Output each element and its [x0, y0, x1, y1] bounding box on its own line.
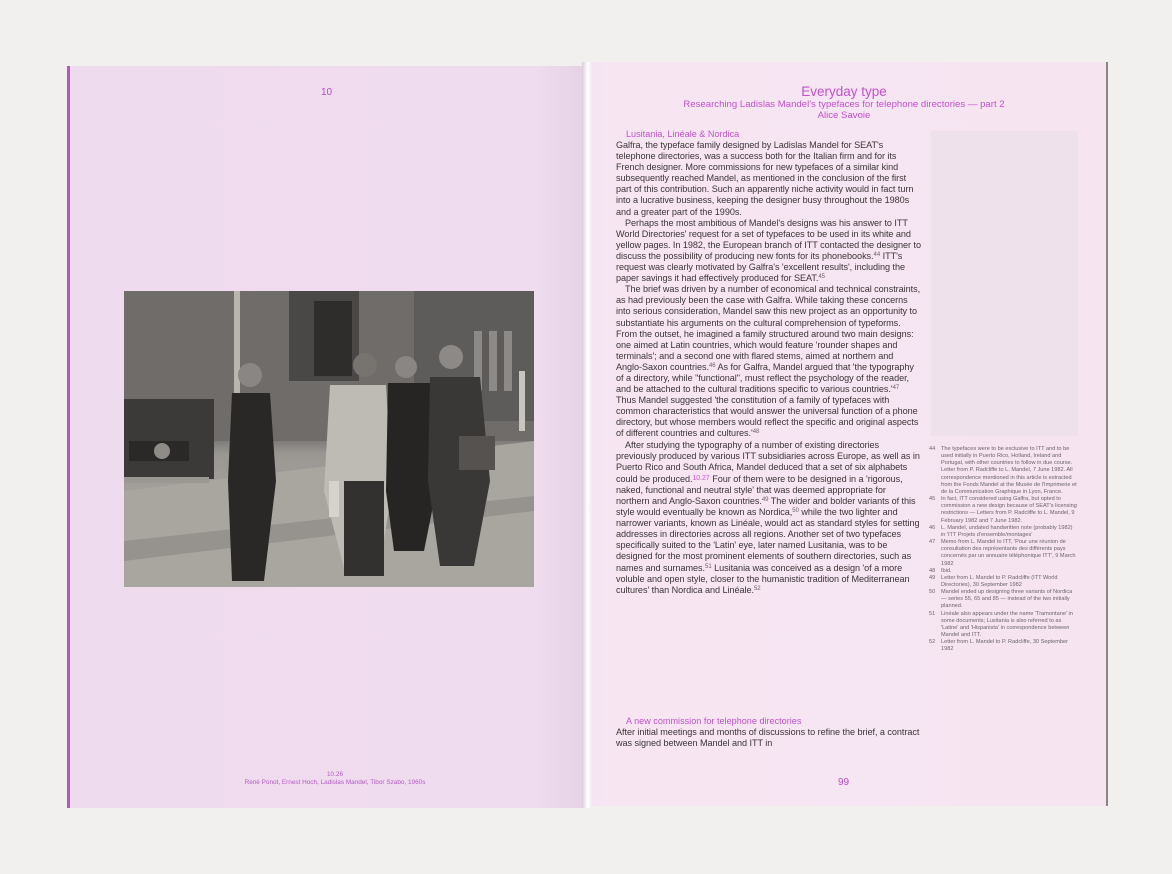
- reverse-page-show-through: [931, 131, 1078, 436]
- article-body: [616, 140, 921, 596]
- footnote-ref[interactable]: 49: [761, 497, 769, 503]
- page-number-right: 99: [838, 777, 850, 788]
- section-heading-lusitania: Lusitania, Linéale & Nordica: [626, 129, 740, 139]
- article-author: Alice Savoie: [817, 110, 871, 121]
- book-spine: [582, 62, 592, 808]
- footnote-ref[interactable]: 46: [708, 362, 716, 369]
- photo-illustration: [124, 291, 534, 587]
- section-heading-new-commission: A new commission for telephone directories: [626, 716, 802, 726]
- footnote: 48 Ibid.: [929, 567, 952, 574]
- body-paragraph: Galfra, the typeface family designed by Ladislas Mandel for SEAT's telephone directories, was a success both for the Italian firm and for its French designer. More commissions for new typefaces of a similar kind subsequently reached Mandel, as mentioned in the conclusion of the first part of this contribution. Such an apparently niche activity would in fact turn into a lucrative business, keeping the designer busy throughout the 1980s and a greater part of the 1990s.: [616, 140, 914, 217]
- figure-reference[interactable]: 10.27: [692, 474, 710, 482]
- figure-caption: [190, 771, 480, 787]
- footnote: 51 Linéale also appears under the name 'Tramontane' in some documents; Lusitania is also referred to as 'Latine' and 'Hispanista' in correspondence between Mandel and ITT.: [929, 610, 1073, 639]
- footnote: 49 Letter from L. Mandel to P. Radcliffe (ITT World Directories), 30 September 1982: [929, 574, 1058, 588]
- body-paragraph: Perhaps the most ambitious of Mandel's designs was his answer to ITT World Directories' request for a set of typefaces to be used in its white and yellow pages. In 1982, the European branch of ITT contacted the designer to discuss the possibility of producing new fonts for its phonebooks.$^{44}$ ITT's request was clearly motivated by Galfra's 'excellent results', including the paper savings it had effectively produced for SEAT.$^{45}$: [616, 217, 921, 284]
- footnote-ref[interactable]: 52: [754, 585, 761, 592]
- footnote: 45 In fact, ITT considered using Galfra, but opted to commission a new design because of SEAT's licensing restrictions — Letters from P. Radcliffe to L. Mandel, 9 February 1982 and 7 June 1982.: [929, 496, 1077, 524]
- footnote: 50 Mandel ended up designing three variants of Nordica — series 55, 65 and 85 — instead of the two initially planned.: [929, 589, 1073, 610]
- footnote-ref[interactable]: 47: [892, 385, 900, 392]
- body-paragraph: After studying the typography of a number of existing directories previously produced by various ITT subsidiaries across Europe, as well as in Puerto Rico and South Africa, Mandel deduced that a set of six alphabets could be produced.$^{10.27}$ Four of them were to be designed in a 'rigorous, naked, functional and neutral style' that was deemed appropriate for northern and Anglo-Saxon countries.$^{49}$ The wider and bolder variants of this style would eventually be known as Nordica,$^{50}$ while the two lighter and narrower variants, known as Linéale, would act as standard styles for setting addresses in directories across all regions. Another set of two typefaces specifically suited to the 'Latin' eye, later named Lusitania, was to be designed for the most prominent elements of southern directories, such as names and surnames.$^{51}$ Lusitania was conceived as a design 'of a more voluble and open style, closer to the humanistic tradition of Mediterranean cultures' than Nordica and Linéale.$^{52}$: [616, 439, 920, 595]
- footnote-ref[interactable]: 48: [752, 429, 760, 436]
- article-title: Everyday type: [801, 84, 887, 99]
- article-body-continued: [616, 727, 921, 749]
- footnote-ref[interactable]: 51: [705, 563, 712, 570]
- figure-photo: [124, 291, 534, 587]
- figure-caption-text: René Ponot, Ernest Hoch, Ladislas Mandel, Tibor Szabo, 1960s: [244, 779, 426, 786]
- footnote: 52 Letter from L. Mandel to P. Radcliffe, 30 September 1982: [929, 639, 1068, 653]
- body-paragraph: The brief was driven by a number of economical and technical constraints, as had previously been the case with Galfra. While taking these concerns into serious consideration, Mandel saw this new project as an opportunity to substantiate his arguments on the cultural comprehension of typeforms. From the outset, he imagined a family structured around two main designs: one aimed at Latin countries, which would feature 'rounder shapes and terminals'; and a second one with flared stems, aimed at northern and Anglo-Saxon countries.$^{46}$ As for Galfra, Mandel argued that 'the typography of a directory, while "functional", must reflect the psychology of the reader, and be attached to the cultural traditions specific to various countries.'$^{47}$ Thus Mandel suggested 'the constitution of a family of typefaces with common characteristics that would answer the universal function of a phone directory, but whose members would reflect the specific and original aspects of different countries and cultures.'$^{48}$: [616, 284, 921, 439]
- page-number-left: 10: [321, 87, 333, 98]
- footnote-ref[interactable]: 50: [792, 508, 799, 515]
- footnotes: [929, 446, 1077, 654]
- footnote: 46 L. Mandel, undated handwritten note (probably 1982) in 'ITT Projets d'ensemble/montages': [929, 524, 1073, 538]
- figure-number: 10.26: [327, 771, 343, 778]
- footnote: 47 Memo from L. Mandel to ITT, 'Pour une réunion de consultation des représentants des différents pays concernés par un annuaire téléphonique ITT', 9 March 1982: [929, 539, 1076, 567]
- footnote: 44 The typefaces were to be exclusive to ITT and to be used initially in Puerto Rico, Holland, Ireland and Portugal, with other countries to follow in due course. Letter from P. Radcliffe to L. Mandel, 7 June 1982. All correspondence mentioned in this article is extracted from the Fonds Mandel at the Musée de l'Imprimerie et de la Communication Graphique in Lyon, France.: [929, 446, 1077, 495]
- body-paragraph: After initial meetings and months of discussions to refine the brief, a contract was signed between Mandel and ITT in: [616, 727, 920, 749]
- article-header: [604, 84, 1084, 121]
- footnote-ref[interactable]: 45: [818, 274, 825, 281]
- footnote-ref[interactable]: 44: [873, 251, 881, 258]
- article-subtitle: Researching Ladislas Mandel's typefaces for telephone directories — part 2: [683, 99, 1005, 110]
